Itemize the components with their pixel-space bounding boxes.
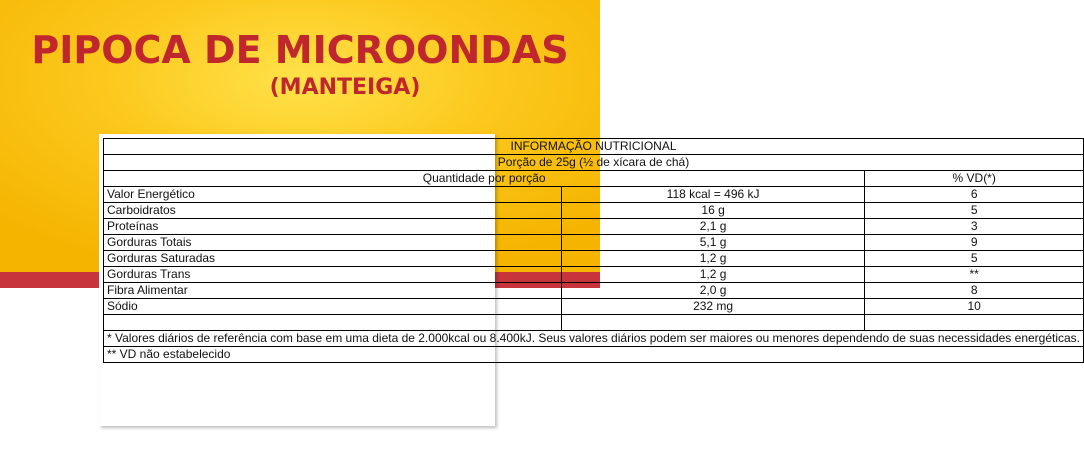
empty-cell	[561, 315, 865, 331]
table-row	[104, 235, 1084, 251]
nutrient-vd: 9	[865, 235, 1084, 251]
nutrient-amount: 2,1 g	[561, 219, 865, 235]
nutrition-table	[103, 138, 1084, 363]
nutrient-name: Carboidratos	[104, 203, 562, 219]
table-row	[104, 187, 1084, 203]
nutrient-name: Gorduras Trans	[104, 267, 562, 283]
table-row	[104, 283, 1084, 299]
nutrient-name: Valor Energético	[104, 187, 562, 203]
nutrient-vd: 5	[865, 203, 1084, 219]
nutrient-vd: 10	[865, 299, 1084, 315]
empty-cell	[104, 315, 562, 331]
table-header-row	[104, 139, 1084, 155]
footnote-vd-not-established: ** VD não estabelecido	[104, 347, 1084, 363]
table-row	[104, 251, 1084, 267]
table-row	[104, 299, 1084, 315]
page-subtitle: (MANTEIGA)	[269, 75, 421, 100]
column-header-row	[104, 171, 1084, 187]
nutrient-amount: 232 mg	[561, 299, 865, 315]
column-quantity-header: Quantidade por porção	[104, 171, 865, 187]
nutrient-vd: 5	[865, 251, 1084, 267]
nutrition-label-card	[99, 134, 1081, 426]
nutrient-vd: 8	[865, 283, 1084, 299]
serving-size: Porção de 25g (½ de xícara de chá)	[104, 155, 1084, 171]
nutrient-amount: 5,1 g	[561, 235, 865, 251]
nutrient-vd: 6	[865, 187, 1084, 203]
footnote-row	[104, 331, 1084, 347]
nutrient-name: Fibra Alimentar	[104, 283, 562, 299]
empty-row	[104, 315, 1084, 331]
footnote-daily-values: * Valores diários de referência com base em uma dieta de 2.000kcal ou 8.400kJ. Seus valores diários podem ser maiores ou menores dependendo de suas necessidades energéticas.	[104, 331, 1084, 347]
nutrient-amount: 2,0 g	[561, 283, 865, 299]
nutrient-amount: 118 kcal = 496 kJ	[561, 187, 865, 203]
nutrient-name: Proteínas	[104, 219, 562, 235]
empty-cell	[865, 315, 1084, 331]
serving-row	[104, 155, 1084, 171]
nutrient-amount: 1,2 g	[561, 251, 865, 267]
nutrient-name: Gorduras Saturadas	[104, 251, 562, 267]
nutrient-name: Gorduras Totais	[104, 235, 562, 251]
nutrient-vd: 3	[865, 219, 1084, 235]
table-row	[104, 219, 1084, 235]
column-vd-header: % VD(*)	[865, 171, 1084, 187]
table-heading: INFORMAÇÃO NUTRICIONAL	[104, 139, 1084, 155]
nutrient-vd: **	[865, 267, 1084, 283]
table-row	[104, 267, 1084, 283]
nutrient-name: Sódio	[104, 299, 562, 315]
footnote-row	[104, 347, 1084, 363]
nutrient-amount: 1,2 g	[561, 267, 865, 283]
page-title: PIPOCA DE MICROONDAS	[31, 28, 569, 72]
nutrient-amount: 16 g	[561, 203, 865, 219]
table-row	[104, 203, 1084, 219]
